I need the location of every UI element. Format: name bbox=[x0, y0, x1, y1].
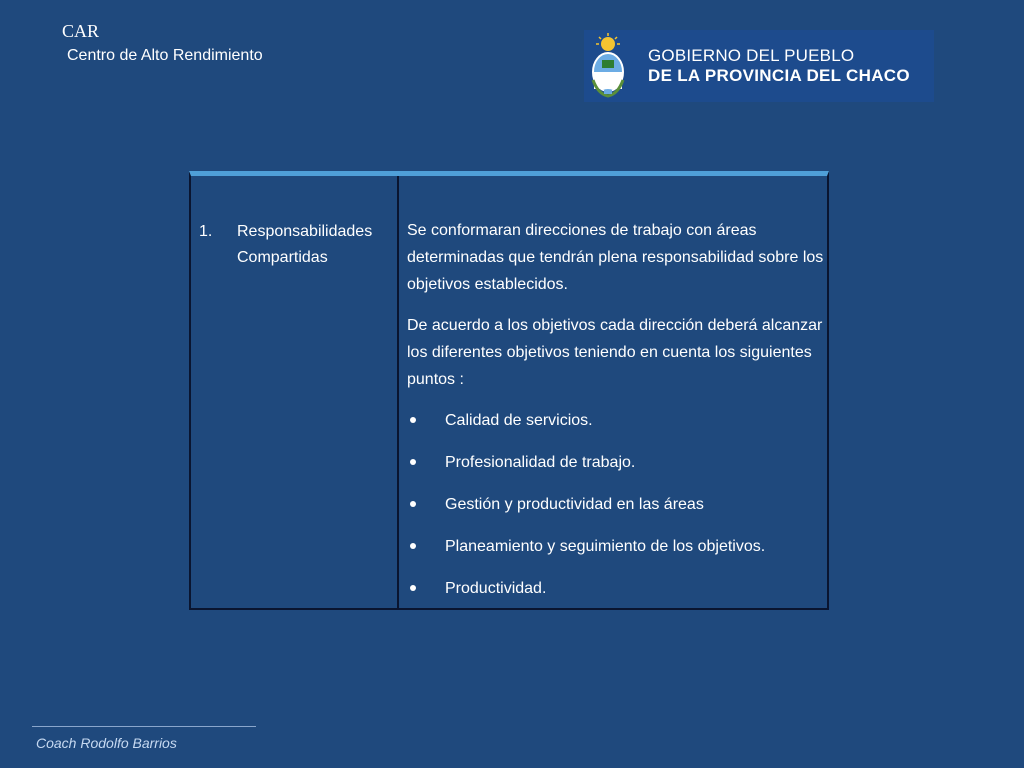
list-item-text: Profesionalidad de trabajo. bbox=[445, 454, 636, 471]
list-item bbox=[407, 533, 827, 560]
content-table bbox=[189, 171, 829, 610]
bullet-icon bbox=[407, 407, 445, 434]
table-right-column bbox=[399, 176, 827, 608]
description-paragraph-2: De acuerdo a los objetivos cada dirección deberá alcanzar los diferentes objetivos teniendo en cuenta los siguientes puntos : bbox=[407, 317, 823, 388]
logo-line-2: DE LA PROVINCIA DEL CHACO bbox=[648, 66, 910, 85]
item-title: Responsabilidades Compartidas bbox=[237, 223, 373, 266]
list-item-text: Productividad. bbox=[445, 580, 547, 597]
slide-title: CAR bbox=[62, 21, 100, 41]
logo-line-1: GOBIERNO DEL PUEBLO bbox=[648, 46, 855, 65]
slide-subtitle: Centro de Alto Rendimiento bbox=[67, 47, 263, 64]
bullet-icon bbox=[407, 491, 445, 518]
list-item-text: Gestión y productividad en las áreas bbox=[445, 496, 704, 513]
footer-divider bbox=[32, 726, 256, 727]
list-item bbox=[407, 491, 827, 518]
provincial-seal-icon bbox=[588, 32, 628, 100]
table-left-column bbox=[191, 176, 399, 608]
numbered-item bbox=[199, 219, 397, 271]
list-item bbox=[407, 575, 827, 602]
list-item bbox=[407, 449, 827, 476]
government-logo bbox=[584, 30, 934, 102]
bullet-list bbox=[407, 407, 827, 602]
list-item bbox=[407, 407, 827, 434]
footer-author: Coach Rodolfo Barrios bbox=[36, 735, 177, 751]
description-paragraph-1: Se conformaran direcciones de trabajo con áreas determinadas que tendrán plena responsabilidad sobre los objetivos establecidos. bbox=[407, 222, 824, 293]
item-number: 1. bbox=[199, 223, 213, 240]
bullet-icon bbox=[407, 575, 445, 602]
bullet-icon bbox=[407, 449, 445, 476]
list-item-text: Calidad de servicios. bbox=[445, 412, 593, 429]
bullet-icon bbox=[407, 533, 445, 560]
list-item-text: Planeamiento y seguimiento de los objetivos. bbox=[445, 538, 766, 555]
